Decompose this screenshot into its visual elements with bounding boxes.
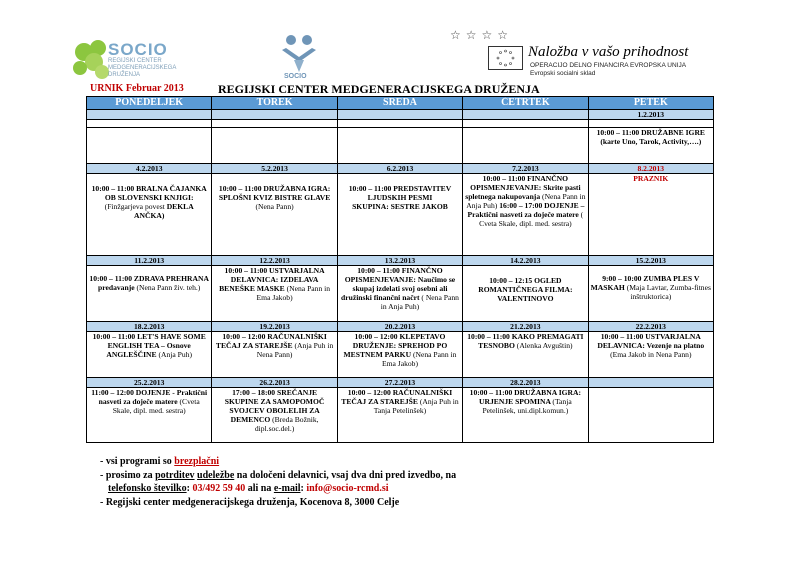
date-cell: 1.2.2013: [588, 110, 713, 120]
date-cell: 27.2.2013: [337, 378, 462, 388]
event-cell: [212, 266, 337, 322]
event-cell: [463, 174, 588, 256]
event-cell: [588, 128, 713, 164]
event-presenter: (Anja Puh in Nena Pann): [256, 341, 334, 359]
holiday-date-cell: 8.2.2013: [588, 164, 713, 174]
event-cell: [87, 332, 212, 378]
event-title: 10:00 – 12:15 OGLED ROMANTIČNEGA FILMA: VALENTINOVO: [478, 276, 573, 303]
date-cell: 7.2.2013: [463, 164, 588, 174]
date-cell: 5.2.2013: [212, 164, 337, 174]
event-cell: [212, 128, 337, 164]
event-presenter: (Cveta Skale, dipl. med. sestra): [112, 397, 200, 415]
event-title: 10:00 – 11:00 PREDSTAVITEV LJUDSKIH PESMI: [348, 184, 452, 202]
event-title: 10:00 – 11:00 USTVARJALNA DELAVNICA: IZDELAVA BENEŠKE MASKE: [219, 266, 325, 293]
event-cell: [588, 266, 713, 322]
note-confirm: [100, 470, 456, 482]
note-text: ali na: [245, 483, 274, 494]
event-cell: [337, 332, 462, 378]
spacer-row: [87, 120, 714, 128]
event-row: [87, 266, 714, 322]
event-title: 11:00 – 12:00 DOJENJE - Praktični nasveti za doječe matere: [91, 388, 208, 406]
event-title: 10:00 – 11:00 FINANČNO OPISMENJEVANJE: Skrite pasti spletnega nakupovanja: [465, 174, 581, 201]
date-cell: [212, 110, 337, 120]
empty-cell: [588, 120, 713, 128]
event-cell: [87, 266, 212, 322]
event-presenter: (Nena Pann in Ema Jakob): [256, 284, 331, 302]
event-cell: [87, 128, 212, 164]
email-link[interactable]: info@socio-rcmd.si: [306, 483, 389, 494]
date-cell: 6.2.2013: [337, 164, 462, 174]
date-row: [87, 164, 714, 174]
event-presenter: (Nena Pann): [255, 202, 294, 211]
eu-subtitle: [530, 62, 686, 78]
date-row: [87, 378, 714, 388]
event-cell: [463, 332, 588, 378]
phone-label: telefonsko številko: [108, 483, 187, 494]
date-cell: 4.2.2013: [87, 164, 212, 174]
event-title: 10:00 – 11:00 LET'S HAVE SOME ENGLISH TEA – Osnove ANGLEŠČINE: [92, 332, 206, 359]
date-cell: 19.2.2013: [212, 322, 337, 332]
date-cell: 15.2.2013: [588, 256, 713, 266]
event-title: 10:00 – 11:00 KAKO PREMAGATI TESNOBO: [467, 332, 584, 350]
date-cell: 26.2.2013: [212, 378, 337, 388]
event-cell: [588, 332, 713, 378]
event-presenter: (Anja Puh in Tanja Petelinšek): [373, 397, 459, 415]
event-title-cont: SKUPINA: SESTRE JAKOB: [352, 202, 448, 211]
note-address: - Regijski center medgeneracijskega druženja, Kocenova 8, 3000 Celje: [100, 497, 400, 508]
event-row: [87, 174, 714, 256]
eu-subtitle-line-1: OPERACIJO DELNO FINANCIRA EVROPSKA UNIJA: [530, 62, 687, 69]
empty-cell: [337, 120, 462, 128]
event-presenter: (Anja Puh): [158, 350, 193, 359]
holiday-cell: PRAZNIK: [588, 174, 713, 256]
note-highlight: brezplačni: [174, 456, 220, 467]
schedule-table: [86, 96, 714, 443]
eu-subtitle-line-2: Evropski socialni sklad: [530, 70, 596, 77]
phone-number[interactable]: 03/492 59 40: [192, 483, 246, 494]
empty-cell: [212, 120, 337, 128]
page-title: REGIJSKI CENTER MEDGENERACIJSKEGA DRUŽENJA: [218, 82, 540, 96]
note-text: - prosimo za: [100, 470, 156, 481]
event-title: 10:00 – 11:00 ZDRAVA PREHRANA predavanje: [89, 274, 209, 292]
date-cell: 25.2.2013: [87, 378, 212, 388]
date-cell: 12.2.2013: [212, 256, 337, 266]
eu-flag-icon: [488, 46, 523, 70]
date-cell: [588, 378, 713, 388]
mid-logo-text: SOCIO: [284, 73, 307, 80]
event-row: [87, 388, 714, 443]
note-text: - vsi programi so: [100, 456, 175, 467]
socio-logo-subtitle: REGIJSKI CENTER MEDGENERACIJSKEGA DRUŽENJA: [108, 58, 177, 78]
note-underline: udeležbe: [197, 470, 235, 481]
event-cell: [87, 388, 212, 443]
eu-slogan: Naložba v vašo prihodnost: [528, 44, 689, 60]
event-title: 9:00 – 10:00 ZUMBA PLES V MASKAH: [590, 274, 700, 292]
date-row: [87, 110, 714, 120]
event-presenter: (Tanja Petelinšek, uni.dipl.komun.): [482, 397, 572, 415]
note-text: :: [186, 483, 193, 494]
date-cell: 18.2.2013: [87, 322, 212, 332]
event-title: 10:00 – 11:00 DRUŽABNA IGRA: SPLOŠNI KVIZ BISTRE GLAVE: [218, 184, 331, 202]
socio-logo-text: SOCIO: [108, 40, 168, 59]
event-cell: [212, 174, 337, 256]
day-header: PETEK: [588, 97, 713, 110]
event-title: 10:00 – 11:00 BRALNA ČAJANKA OB SLOVENSKI KNJIGI:: [91, 184, 207, 202]
email-label: e-mail: [273, 483, 301, 494]
event-cell: [212, 388, 337, 443]
event-row: [87, 332, 714, 378]
empty-cell: [463, 120, 588, 128]
event-cell: [212, 332, 337, 378]
event-cell: [463, 266, 588, 322]
stars-icon: ☆ ☆ ☆ ☆: [450, 28, 510, 42]
event-row: [87, 128, 714, 164]
event-title: 10:00 – 11:00 DRUŽABNA IGRA: URJENJE SPOMINA: [469, 388, 582, 406]
date-cell: 13.2.2013: [337, 256, 462, 266]
event-title: 10:00 – 12:00 RAČUNALNIŠKI TEČAJ ZA STAREJŠE: [341, 388, 453, 406]
event-presenter: (Alenka Avguštin): [516, 341, 573, 350]
event-title: 10:00 – 11:00 USTVARJALNA DELAVNICA: Vezenje na platno: [597, 332, 705, 350]
event-presenter: (Breda Božnik, dipl.soc.del.): [254, 415, 319, 433]
day-header: TOREK: [212, 97, 337, 110]
event-cell: [337, 266, 462, 322]
date-cell: [337, 110, 462, 120]
event-cell: [337, 128, 462, 164]
event-title: 10:00 – 12:00 KLEPETAVO DRUŽENJE: SPREHOD PO MESTNEM PARKU: [343, 332, 448, 359]
date-cell: 28.2.2013: [463, 378, 588, 388]
empty-cell: [87, 120, 212, 128]
event-presenter-2: ( Cveta Skale, dipl. med. sestra): [479, 210, 584, 228]
event-cell: [463, 128, 588, 164]
date-row: [87, 322, 714, 332]
date-cell: [463, 110, 588, 120]
event-title: 17:00 – 18:00 SREČANJE SKUPINE ZA SAMOPOMOČ SVOJCEV OBOLELIH ZA DEMENCO: [224, 388, 325, 424]
event-presenter: (Nena Pann živ. teh.): [136, 283, 201, 292]
date-cell: 11.2.2013: [87, 256, 212, 266]
note-free: [100, 456, 219, 468]
day-header-row: [87, 97, 714, 110]
event-presenter: (Ema Jakob in Nena Pann): [610, 350, 692, 359]
event-title-2: 16:00 – 17:00 DOJENJE – Praktični nasveti za doječe matere: [467, 201, 585, 219]
note-contact: [108, 483, 389, 495]
note-text: na določeni delavnici, vsaj dva dni pred izvedbo, na: [234, 470, 457, 481]
date-cell: 21.2.2013: [463, 322, 588, 332]
event-presenter: (Maja Lavtar, Zumba-fitnes inštruktorica): [626, 283, 711, 301]
note-text: :: [300, 483, 307, 494]
date-cell: 22.2.2013: [588, 322, 713, 332]
event-cell: [337, 388, 462, 443]
date-cell: [87, 110, 212, 120]
event-presenter: (Nena Pann in Ema Jakob): [381, 350, 457, 368]
event-cell: [588, 388, 713, 443]
event-cell: [337, 174, 462, 256]
note-underline: potrditev: [155, 470, 195, 481]
event-title: 10:00 – 11:00 FINANČNO OPISMENJEVANJE: Naučimo se skupaj izdelati svoj osebni ali družinski finančni načrt: [341, 266, 456, 302]
schedule-month-label: URNIK Februar 2013: [90, 83, 184, 94]
event-title: 10:00 – 11:00 DRUŽABNE IGRE (karte Uno, Tarok, Activity,….): [596, 128, 705, 146]
day-header: SREDA: [337, 97, 462, 110]
date-cell: 20.2.2013: [337, 322, 462, 332]
day-header: ČETRTEK: [463, 97, 588, 110]
event-presenter: (Nena Pann in Anja Puh): [466, 192, 586, 210]
event-title-cont: DEKLA ANČKA): [134, 202, 194, 220]
event-cell: [463, 388, 588, 443]
event-presenter: ( Nena Pann in Anja Puh): [380, 293, 459, 311]
event-title: 10:00 – 12:00 RAČUNALNIŠKI TEČAJ ZA STAREJŠE: [215, 332, 327, 350]
event-presenter: (Finžgarjeva povest: [104, 202, 165, 211]
date-row: [87, 256, 714, 266]
day-header: PONEDELJEK: [87, 97, 212, 110]
date-cell: 14.2.2013: [463, 256, 588, 266]
event-cell: [87, 174, 212, 256]
